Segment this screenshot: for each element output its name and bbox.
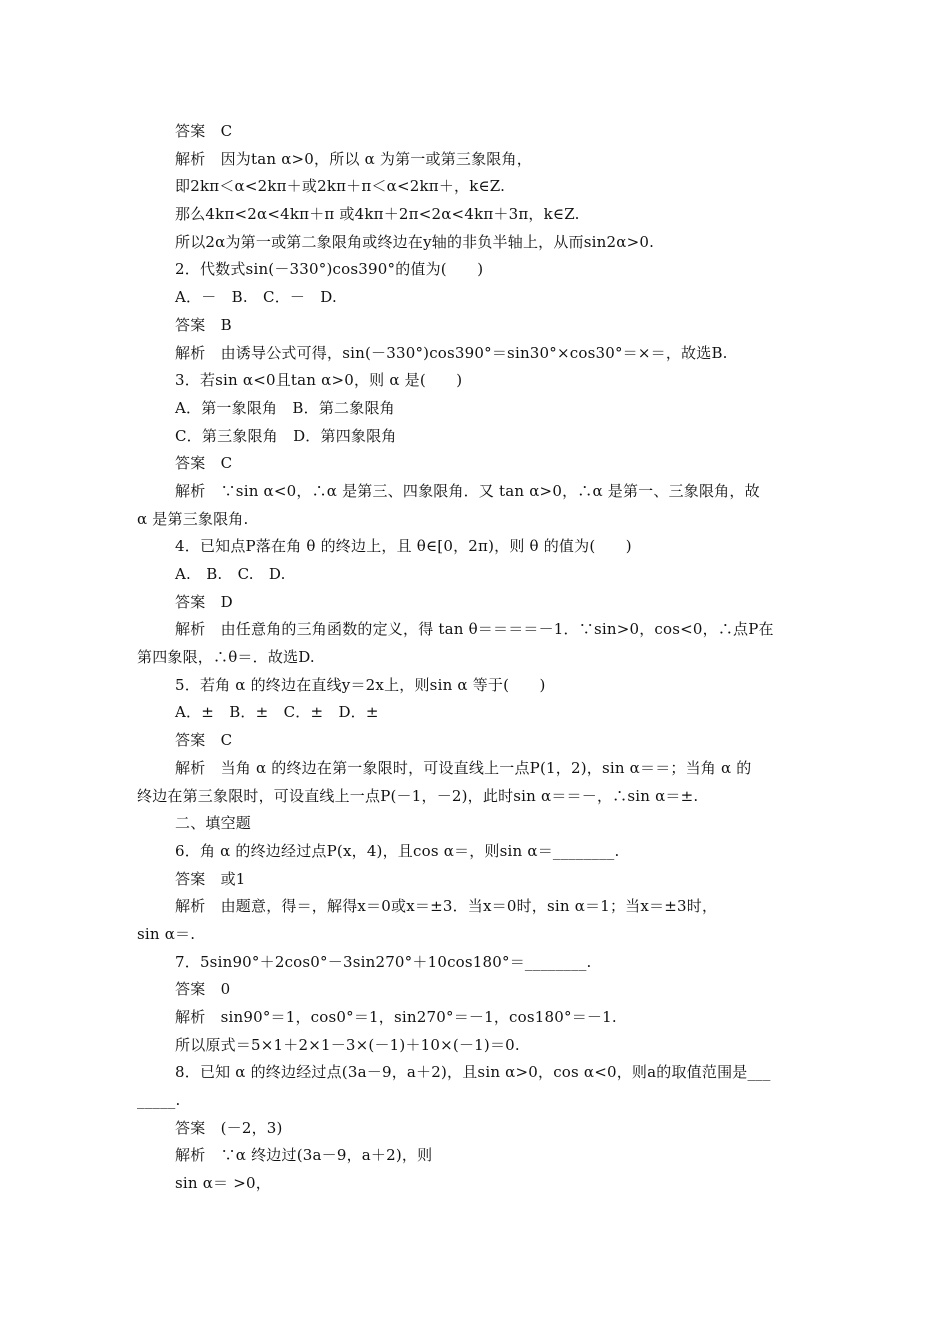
text-line: A．± B．± C．± D．± xyxy=(175,703,379,722)
text-line: 二、填空题 xyxy=(175,814,252,833)
text-line: 解析 由任意角的三角函数的定义，得 tan θ＝＝＝＝－1．∵sin>0，cos<0，∴点P在 xyxy=(175,620,774,639)
text-line: 那么4kπ<2α<4kπ＋π 或4kπ＋2π<2α<4kπ＋3π，k∈Z. xyxy=(175,205,580,224)
text-line: 所以2α为第一或第二象限角或终边在y轴的非负半轴上，从而sin2α>0. xyxy=(175,232,655,251)
text-line: 答案 C xyxy=(175,731,233,750)
text-line: 2．代数式sin(－330°)cos390°的值为( ) xyxy=(175,260,484,279)
text-line: 8．已知 α 的终边经过点(3a－9，a＋2)，且sin α>0，cos α<0，则a的取值范围是___ xyxy=(175,1063,771,1082)
text-line: 7．5sin90°＋2cos0°－3sin270°＋10cos180°＝________. xyxy=(175,952,592,971)
text-line: 5．若角 α 的终边在直线y＝2x上，则sin α 等于( ) xyxy=(175,675,546,694)
document-body xyxy=(137,118,817,1198)
text-line: A．－ B. C．－ D. xyxy=(175,288,337,307)
text-line: C．第三象限角 D．第四象限角 xyxy=(175,426,397,445)
text-line: 3．若sin α<0且tan α>0，则 α 是( ) xyxy=(175,371,463,390)
text-line: 第四象限，∴θ＝．故选D. xyxy=(137,648,315,667)
text-line: 解析 由诱导公式可得，sin(－330°)cos390°＝sin30°×cos30°＝×＝，故选B. xyxy=(175,343,728,362)
text-line: 答案 或1 xyxy=(175,869,246,888)
text-line: sin α＝. xyxy=(137,924,196,943)
text-line: 答案 C xyxy=(175,122,233,140)
text-line: 解析 因为tan α>0，所以 α 为第一或第三象限角， xyxy=(175,149,532,168)
text-line: sin α＝ >0， xyxy=(175,1174,271,1193)
text-line: A．第一象限角 B．第二象限角 xyxy=(175,398,395,417)
text-line: 答案 B xyxy=(175,315,232,334)
text-line: 解析 由题意，得＝，解得x＝0或x＝±3．当x＝0时，sin α＝1；当x＝±3时， xyxy=(175,897,718,916)
text-line: α 是第三象限角. xyxy=(137,509,249,528)
text-line: 解析 ∵α 终边过(3a－9，a＋2)，则 xyxy=(175,1146,433,1165)
text-line: 答案 D xyxy=(175,592,233,611)
text-line: 解析 当角 α 的终边在第一象限时，可设直线上一点P(1，2)，sin α＝＝；当角 α 的 xyxy=(175,758,752,777)
text-line: A. B. C. D. xyxy=(175,565,286,583)
text-line: 答案 C xyxy=(175,454,233,473)
text-line: 即2kπ＜α<2kπ＋或2kπ＋π＜α<2kπ＋，k∈Z. xyxy=(175,177,506,196)
text-line: _____. xyxy=(137,1091,181,1110)
text-line: 答案 0 xyxy=(175,980,231,999)
text-line: 解析 sin90°＝1，cos0°＝1，sin270°＝－1，cos180°＝－1. xyxy=(175,1008,617,1026)
text-line: 终边在第三象限时，可设直线上一点P(－1，－2)，此时sin α＝＝－，∴sin α＝±. xyxy=(137,786,699,805)
text-line: 答案 (－2，3) xyxy=(175,1118,283,1137)
text-line: 解析 ∵sin α<0，∴α 是第三、四象限角．又 tan α>0，∴α 是第一、三象限角，故 xyxy=(175,481,760,500)
text-line: 6．角 α 的终边经过点P(x，4)，且cos α＝，则sin α＝________. xyxy=(175,841,620,860)
text-line: 所以原式＝5×1＋2×1－3×(－1)＋10×(－1)＝0. xyxy=(175,1035,520,1054)
text-line: 4．已知点P落在角 θ 的终边上，且 θ∈[0，2π)，则 θ 的值为( ) xyxy=(175,537,632,556)
